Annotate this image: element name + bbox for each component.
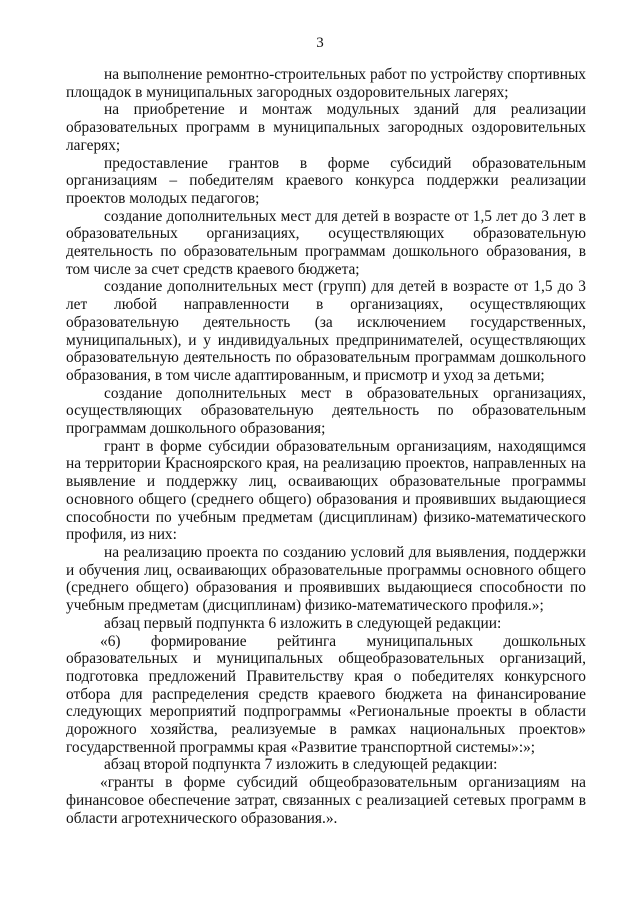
- paragraph: на выполнение ремонтно-строительных работ по устройству спортивных площадок в муниципальных загородных оздоровительных лагерях;: [66, 66, 586, 101]
- paragraph: создание дополнительных мест (групп) для детей в возрасте от 1,5 до 3 лет любой направленности в организациях, осуществляющих образовательную деятельность (за исключением государственных, муниципальных), и у индивидуальных предпринимателей, осуществляющих образовательную деятельность по образовательным программам дошкольного образования, в том числе адаптированным, и присмотр и уход за детьми;: [66, 278, 586, 384]
- paragraph: грант в форме субсидии образовательным организациям, находящимся на территории Красноярского края, на реализацию проектов, направленных на выявление и поддержку лиц, осваивающих образовательные программы основного общего (среднего общего) образования и проявивших выдающиеся способности по учебным предметам (дисциплинам) физико-математического профиля, из них:: [66, 437, 586, 544]
- paragraph: «6) формирование рейтинга муниципальных дошкольных образовательных и муниципальных общеобразовательных организаций, подготовка предложений Правительству края о победителях конкурсного отбора для распределения средств краевого бюджета на финансирование следующих мероприятий подпрограммы «Региональные проекты в области дорожного хозяйства, реализуемые в рамках национальных проектов» государственной программы края «Развитие транспортной системы»:»;: [66, 632, 586, 756]
- paragraph: «гранты в форме субсидий общеобразовательным организациям на финансовое обеспечение затрат, связанных с реализацией сетевых программ в области агротехнического образования.».: [66, 774, 586, 827]
- paragraph: создание дополнительных мест для детей в возрасте от 1,5 лет до 3 лет в образовательных организациях, осуществляющих образовательную деятельность по образовательным программам дошкольного образования, в том числе за счет средств краевого бюджета;: [66, 207, 586, 278]
- document-body: [66, 66, 586, 827]
- paragraph: предоставление грантов в форме субсидий образовательным организациям – победителям краевого конкурса поддержки реализации проектов молодых педагогов;: [66, 154, 586, 207]
- paragraph: создание дополнительных мест в образовательных организациях, осуществляющих образовательную деятельность по образовательным программам дошкольного образования;: [66, 384, 586, 438]
- paragraph: на приобретение и монтаж модульных зданий для реализации образовательных программ в муниципальных загородных оздоровительных лагерях;: [66, 101, 586, 154]
- paragraph: абзац первый подпункта 6 изложить в следующей редакции:: [104, 614, 502, 632]
- paragraph: абзац второй подпункта 7 изложить в следующей редакции:: [104, 756, 498, 774]
- paragraph: на реализацию проекта по созданию условий для выявления, поддержки и обучения лиц, осваивающих образовательные программы основного общего (среднего общего) образования и проявивших выдающиеся способности по учебным предметам (дисциплинам) физико-математического профиля.»;: [66, 543, 586, 615]
- page-number: 3: [316, 35, 324, 51]
